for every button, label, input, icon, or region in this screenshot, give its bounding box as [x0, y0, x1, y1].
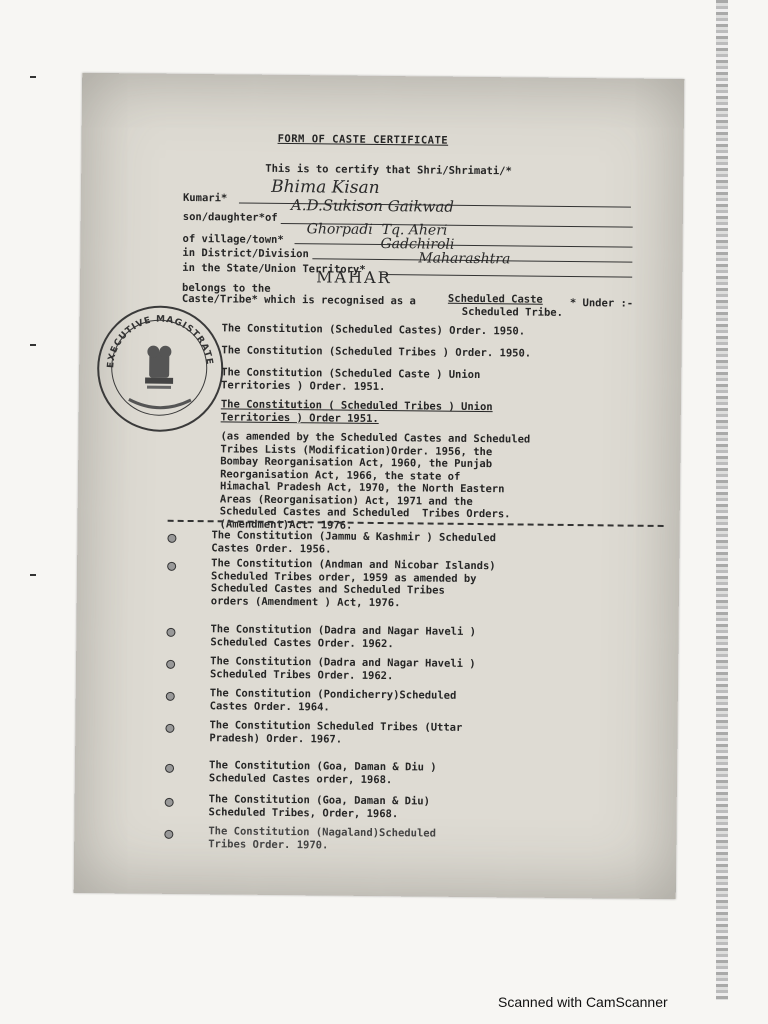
- village-underline: [295, 243, 633, 248]
- order-item: The Constitution (Goa, Daman & Diu ) Scheduled Castes order, 1968.: [208, 759, 437, 786]
- under-label: * Under :-: [569, 296, 634, 310]
- scanner-watermark: Scanned with CamScanner: [498, 994, 668, 1010]
- executive-magistrate-seal: [97, 305, 224, 432]
- caste-value: MAHAR: [316, 267, 392, 288]
- belongs-label: belongs to the: [182, 281, 271, 295]
- parent-value: A.D.Sukison Gaikwad: [290, 196, 455, 216]
- district-label: in District/Division: [182, 246, 309, 261]
- name-value: Bhima Kisan: [271, 176, 380, 198]
- list-bullet: [165, 798, 174, 807]
- village-label: of village/town*: [182, 232, 284, 246]
- order-item: The Constitution (Pondicherry)Scheduled Castes Order. 1964.: [209, 687, 457, 713]
- order-item: The Constitution (Jammu & Kashmir ) Scheduled Castes Order. 1956.: [211, 529, 497, 556]
- state-value: Maharashtra: [418, 250, 511, 268]
- scheduled-tribe-label: Scheduled Tribe.: [461, 305, 564, 319]
- intro-text: This is to certify that Shri/Shrimati/*: [265, 162, 512, 178]
- village-value: Ghorpadi Tq. Aheri: [306, 221, 448, 239]
- list-bullet: [166, 692, 175, 701]
- adjacent-page-edge: [716, 0, 728, 1000]
- order-item: The Constitution (Andman and Nicobar Islands) Scheduled Tribes order, 1959 as amended by Scheduled Castes and Scheduled Tribes orders (Amendment ) Act, 1976.: [210, 557, 496, 609]
- seal-text: EXECUTIVE MAGISTRATE: [106, 314, 215, 369]
- list-bullet: [166, 628, 175, 637]
- certificate-title: FORM OF CASTE CERTIFICATE: [277, 132, 449, 147]
- order-item: The Constitution (Dadra and Nagar Haveli ) Scheduled Tribes Order. 1962.: [209, 655, 476, 682]
- order-item: The Constitution (Scheduled Caste ) Union Territories ) Order. 1951.: [220, 366, 481, 393]
- list-bullet: [165, 724, 174, 733]
- order-item: The Constitution (Nagaland)Scheduled Tribes Order. 1970.: [208, 825, 437, 851]
- order-item: The Constitution (Dadra and Nagar Haveli ) Scheduled Castes Order. 1962.: [210, 623, 477, 650]
- order-item: The Constitution (Goa, Daman & Diu) Scheduled Tribes, Order, 1968.: [208, 793, 431, 820]
- list-bullet: [167, 562, 176, 571]
- list-bullet: [167, 534, 176, 543]
- district-value: Gadchiroli: [380, 236, 455, 253]
- list-bullet: [165, 764, 174, 773]
- amendment-paragraph: (as amended by the Scheduled Castes and Scheduled Tribes Lists (Modification)Order. 1956, the Bombay Reorganisation Act, 1960, the Punjab Reorganisation Act, 1966, the state of Himachal Pradesh Act, 1970, the North Eastern Areas (Reorganisation) Act, 1971 and the Scheduled Castes and Scheduled Tribes Orders. (Amendment)Act. 1976.: [219, 430, 531, 532]
- kumari-label: Kumari*: [182, 191, 228, 205]
- margin-mark: [30, 574, 36, 576]
- order-item: The Constitution (Scheduled Castes) Order. 1950.: [221, 322, 526, 338]
- certificate-sheet: [74, 73, 685, 899]
- emblem-icon: [99, 307, 222, 430]
- caste-tribe-label: Caste/Tribe* which is recognised as a: [181, 292, 416, 308]
- scheduled-caste-label: Scheduled Caste: [447, 292, 543, 306]
- list-bullet: [164, 830, 173, 839]
- state-label: in the State/Union Territory*: [182, 261, 366, 276]
- order-item: The Constitution Scheduled Tribes (Uttar Pradesh) Order. 1967.: [209, 719, 463, 746]
- margin-mark: [30, 344, 36, 346]
- margin-mark: [30, 76, 36, 78]
- order-item: The Constitution ( Scheduled Tribes ) Union Territories ) Order 1951.: [220, 398, 493, 425]
- state-underline: [380, 274, 632, 278]
- list-bullet: [166, 660, 175, 669]
- son-daughter-label: son/daughter*of: [182, 210, 278, 224]
- order-item: The Constitution (Scheduled Tribes ) Order. 1950.: [221, 344, 532, 360]
